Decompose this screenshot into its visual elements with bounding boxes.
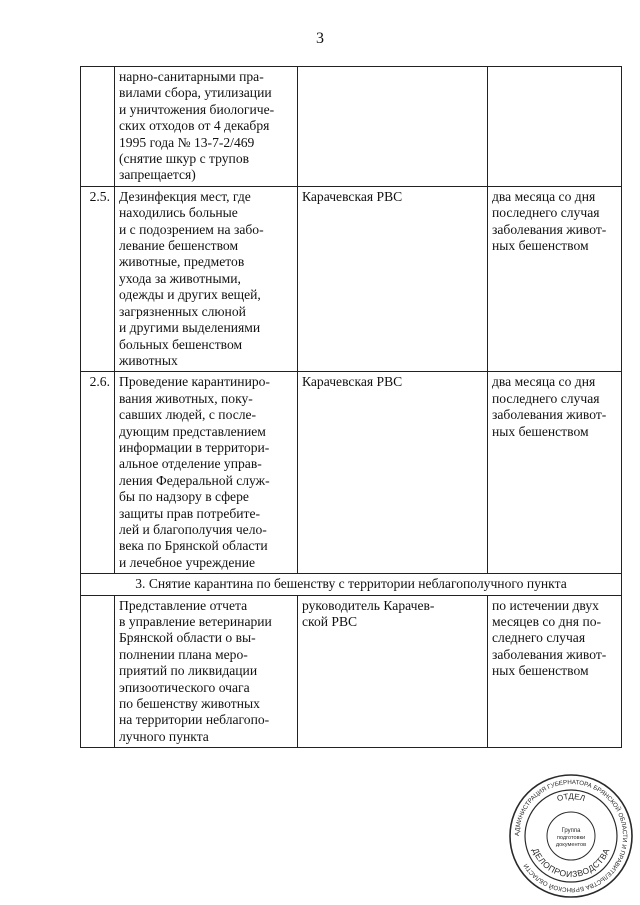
action-cell-line: дующим представлением — [119, 423, 266, 439]
deadline-cell — [488, 595, 622, 748]
deadline-cell-line: заболевания живот- — [492, 407, 607, 423]
section-3-title: 3. Снятие карантина по бешенству с территории неблагополучного пункта — [81, 574, 622, 595]
item-number: 2.6. — [81, 372, 115, 574]
action-cell-line: Брянской области о вы- — [119, 630, 256, 646]
action-cell-line: ухода за животными, — [119, 270, 241, 286]
action-cell-line: полнении плана меро- — [119, 646, 248, 662]
responsible-cell-line: руководитель Карачев- — [302, 597, 435, 613]
action-cell-line: одежды и других вещей, — [119, 287, 261, 303]
responsible-cell — [298, 595, 488, 748]
deadline-cell-line: ных бешенством — [492, 423, 589, 439]
action-cell-line: информации в территори- — [119, 439, 270, 455]
action-cell-line: и лечебное учреждение — [119, 554, 255, 570]
action-cell-line: больных бешенством — [119, 336, 243, 352]
plan-table — [80, 66, 622, 748]
deadline-cell-line: последнего случая — [492, 205, 600, 221]
deadline-cell-line: по истечении двух — [492, 597, 599, 613]
action-cell-line: Представление отчета — [119, 597, 248, 613]
action-cell-line: на территории неблагопо- — [119, 712, 270, 728]
action-cell-line: (снятие шкур с трупов — [119, 151, 250, 167]
page-number: 3 — [316, 30, 324, 47]
action-cell-line: ских отходов от 4 декабря — [119, 118, 270, 134]
action-cell-line: животных — [119, 352, 178, 368]
action-cell-line: вания животных, поку- — [119, 390, 253, 406]
deadline-cell — [488, 186, 622, 371]
action-cell-line: лучного пункта — [119, 728, 209, 744]
table-row — [81, 67, 622, 187]
office-stamp — [508, 773, 634, 899]
action-cell-line: эпизоотического очага — [119, 679, 250, 695]
responsible-cell-line: ской РВС — [302, 614, 358, 629]
action-cell-line: и с подозрением на забо- — [119, 221, 264, 237]
stamp-center-line-2: подготовки — [556, 835, 586, 841]
action-cell-line: века по Брянской области — [119, 538, 268, 554]
action-cell-line: ления Федеральной служ- — [119, 472, 270, 488]
deadline-cell-line: следнего случая — [492, 630, 586, 646]
responsible-cell-line: Карачевская РВС — [302, 374, 403, 390]
item-number: 2.5. — [81, 186, 115, 371]
action-cell-line: по бешенству животных — [119, 696, 260, 712]
deadline-cell-line: два месяца со дня — [492, 374, 596, 390]
action-cell — [115, 67, 298, 187]
deadline-cell-line: месяцев со дня по- — [492, 614, 602, 629]
responsible-cell-line: Карачевская РВС — [302, 188, 403, 204]
item-number — [81, 67, 115, 187]
action-cell — [115, 595, 298, 748]
section-header-row — [81, 574, 622, 595]
action-cell-line: в управление ветеринарии — [119, 614, 272, 629]
stamp-center-line-1: Группа — [561, 828, 581, 834]
action-cell-line: животные, предметов — [119, 254, 245, 270]
deadline-cell — [488, 67, 622, 187]
action-cell-line: защиты прав потребите- — [119, 505, 261, 521]
stamp-outer-text: АДМИНИСТРАЦИЯ ГУБЕРНАТОРА БРЯНСКОЙ ОБЛАСТИ И ПРАВИТЕЛЬСТВА БРЯНСКОЙ ОБЛАСТИ — [513, 778, 629, 894]
deadline-cell — [488, 372, 622, 574]
action-cell-line: находились больные — [119, 205, 238, 221]
action-cell-line: нарно-санитарными пра- — [119, 69, 264, 84]
table-row — [81, 186, 622, 371]
deadline-cell-line: ных бешенством — [492, 663, 589, 679]
stamp-center-line-3: документов — [555, 842, 587, 848]
deadline-cell-line: последнего случая — [492, 390, 600, 406]
responsible-cell — [298, 372, 488, 574]
action-cell-line: Проведение карантиниро- — [119, 374, 270, 390]
action-cell-line: бы по надзору в сфере — [119, 489, 249, 505]
responsible-cell — [298, 186, 488, 371]
action-cell-line: запрещается) — [119, 167, 196, 183]
action-cell-line: альное отделение управ- — [119, 456, 262, 472]
action-cell-line: лей и благополучия чело- — [119, 521, 267, 537]
table-row — [81, 595, 622, 748]
deadline-cell-line: заболевания живот- — [492, 221, 607, 237]
action-cell — [115, 372, 298, 574]
action-cell-line: и другими выделениями — [119, 320, 261, 336]
action-cell-line: 1995 года № 13-7-2/469 — [119, 134, 255, 150]
action-cell — [115, 186, 298, 371]
action-cell-line: Дезинфекция мест, где — [119, 188, 251, 204]
responsible-cell — [298, 67, 488, 187]
deadline-cell-line: ных бешенством — [492, 238, 589, 254]
action-cell-line: загрязненных слюной — [119, 303, 246, 319]
action-cell-line: приятий по ликвидации — [119, 663, 258, 679]
action-cell-line: вилами сбора, утилизации — [119, 85, 272, 101]
action-cell-line: и уничтожения биологиче- — [119, 101, 275, 117]
deadline-cell-line: заболевания живот- — [492, 646, 607, 662]
deadline-cell-line: два месяца со дня — [492, 188, 596, 204]
stamp-inner-bottom-text: ДЕЛОПРОИЗВОДСТВА — [530, 846, 612, 880]
stamp-inner-top-text: ОТДЕЛ — [555, 791, 587, 804]
action-cell-line: савших людей, с после- — [119, 407, 257, 423]
item-number — [81, 595, 115, 748]
action-cell-line: левание бешенством — [119, 238, 239, 254]
table-row — [81, 372, 622, 574]
